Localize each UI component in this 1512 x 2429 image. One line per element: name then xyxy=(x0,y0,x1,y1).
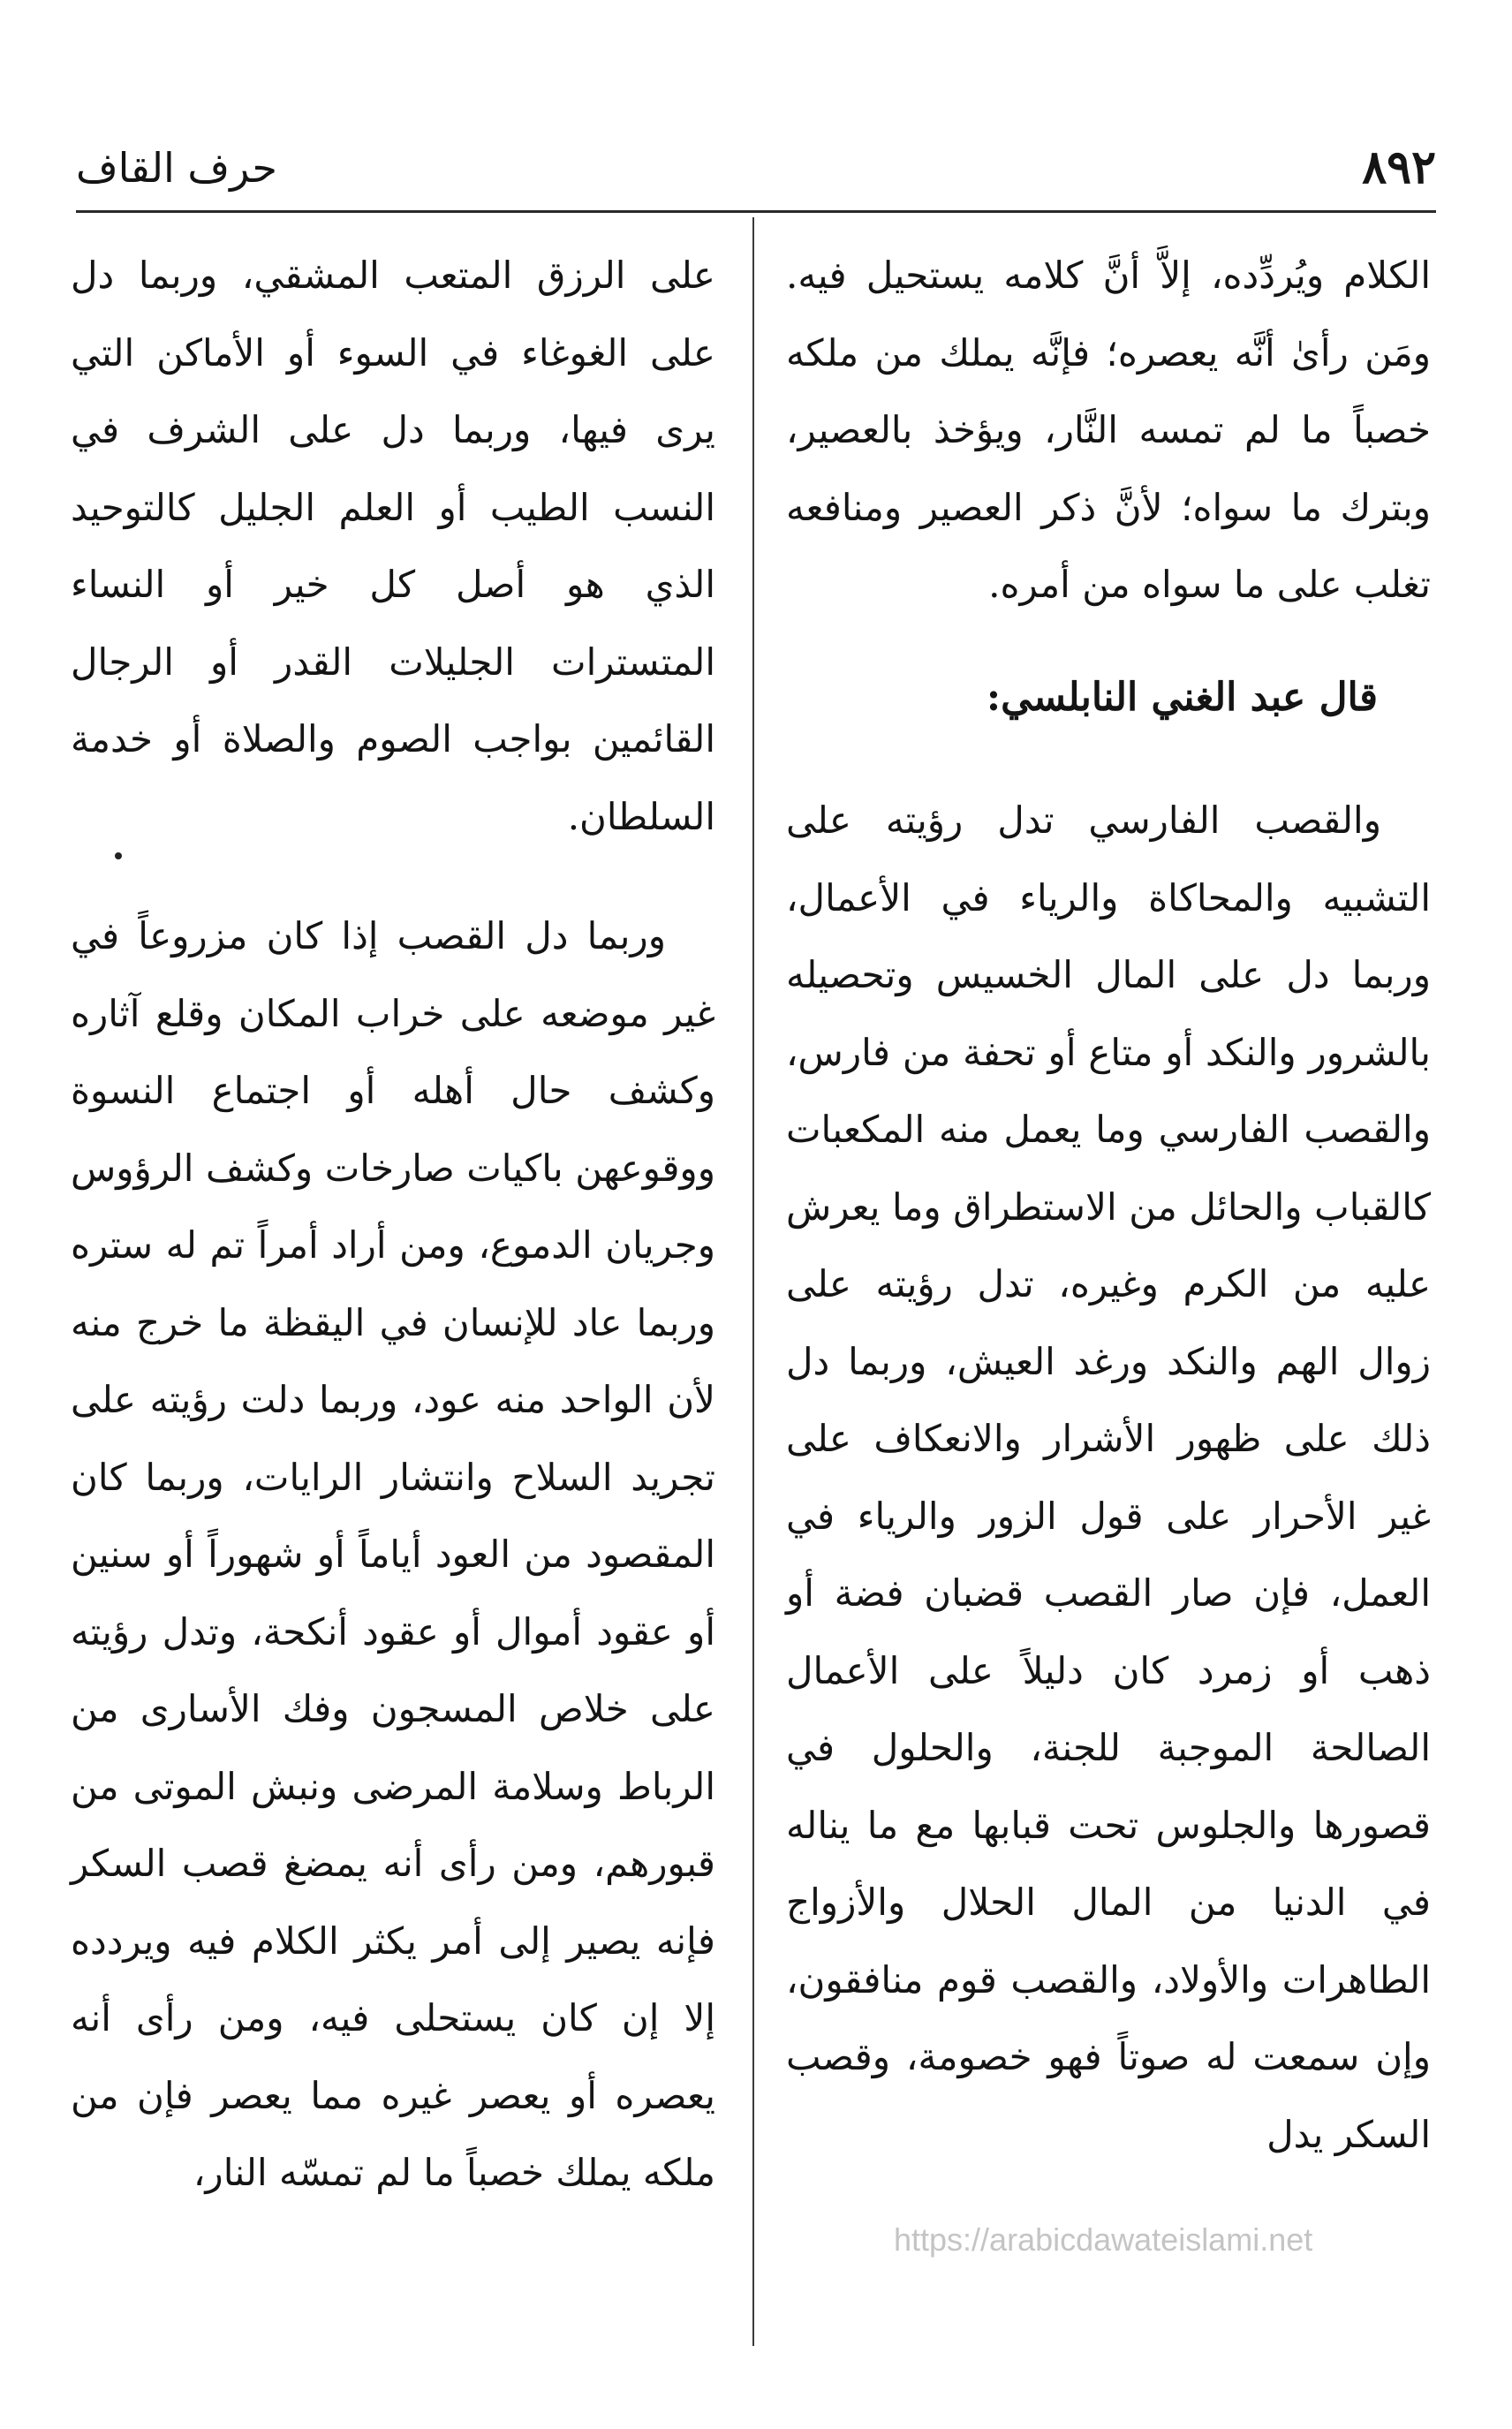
column-divider xyxy=(752,217,754,2346)
stray-dot xyxy=(115,852,122,859)
right-column xyxy=(786,237,1431,2173)
section-heading: قال عبد الغني النابلسي: xyxy=(986,674,1378,720)
page-header xyxy=(76,132,1436,203)
running-title: حرف القاف xyxy=(76,144,277,192)
watermark-url: https://arabicdawateislami.net xyxy=(894,2221,1313,2258)
header-rule xyxy=(76,210,1436,213)
left-column xyxy=(71,237,715,2212)
left-paragraph-1: على الرزق المتعب المشقي، وربما دل على الغوغاء في السوء أو الأماكن التي يرى فيها، وربما دل على الشرف في النسب الطيب أو العلم الجليل كالتوحيد الذي هو أصل كل خير أو النساء المتسترات الجليلات القدر أو الرجال القائمين بواجب الصوم والصلاة أو خدمة السلطان. xyxy=(71,253,715,838)
right-paragraph-1: الكلام ويُردِّده، إلاَّ أنَّ كلامه يستحيل فيه. ومَن رأىٰ أنَّه يعصره؛ فإنَّه يملك من ملكه خصباً ما لم تمسه النَّار، ويؤخذ بالعصير، وبترك ما سواه؛ لأنَّ ذكر العصير ومنافعه تغلب على ما سواه من أمره. xyxy=(786,253,1431,606)
page-number: ٨٩٢ xyxy=(1362,140,1436,194)
right-paragraph-2: والقصب الفارسي تدل رؤيته على التشبيه والمحاكاة والرياء في الأعمال، وربما دل على المال الخسيس وتحصيله بالشرور والنكد أو متاع أو تحفة من فارس، والقصب الفارسي وما يعمل منه المكعبات كالقباب والحائل من الاستطراق وما يعرش عليه من الكرم وغيره، تدل رؤيته على زوال الهم والنكد ورغد العيش، وربما دل ذلك على ظهور الأشرار والانعكاف على غير الأحرار على قول الزور والرياء في العمل، فإن صار القصب قضبان فضة أو ذهب أو زمرد كان دليلاً على الأعمال الصالحة الموجبة للجنة، والحلول في قصورها والجلوس تحت قبابها مع ما يناله في الدنيا من المال الحلال والأزواج الطاهرات والأولاد، والقصب قوم منافقون، وإن سمعت له صوتاً فهو خصومة، وقصب السكر يدل xyxy=(786,798,1431,2156)
left-paragraph-2: وربما دل القصب إذا كان مزروعاً في غير موضعه على خراب المكان وقلع آثاره وكشف حال أهله أو اجتماع النسوة ووقوعهن باكيات صارخات وكشف الرؤوس وجريان الدموع، ومن أراد أمراً تم له ستره وربما عاد للإنسان في اليقظة ما خرج منه لأن الواحد منه عود، وربما دلت رؤيته على تجريد السلاح وانتشار الرايات، وربما كان المقصود من العود أياماً أو شهوراً أو سنين أو عقود أموال أو عقود أنكحة، وتدل رؤيته على خلاص المسجون وفك الأسارى من الرباط وسلامة المرضى ونبش الموتى من قبورهم، ومن رأى أنه يمضغ قصب السكر فإنه يصير إلى أمر يكثر الكلام فيه ويردده إلا إن كان يستحلى فيه، ومن رأى أنه يعصره أو يعصر غيره مما يعصر فإن من ملكه يملك خصباً ما لم تمسّه النار، xyxy=(71,914,715,2194)
